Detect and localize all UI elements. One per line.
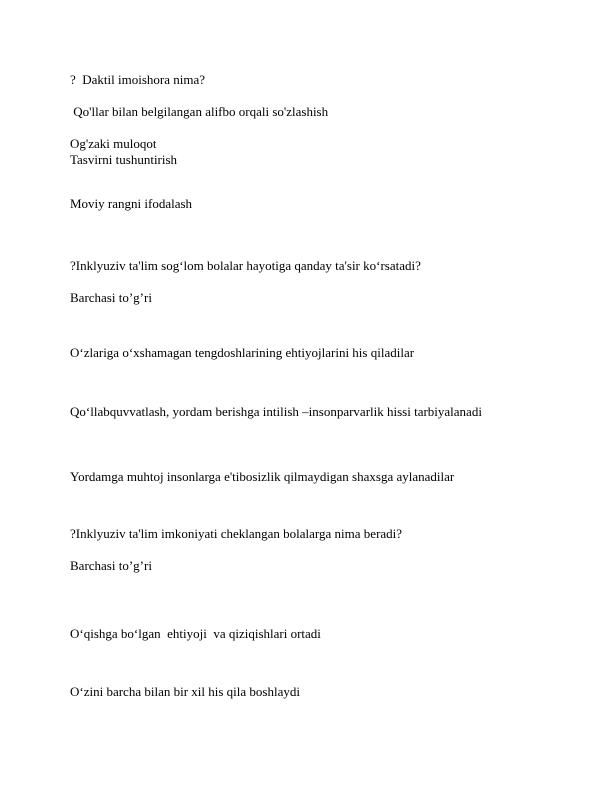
question-1: ? Daktil imoishora nima? xyxy=(70,72,206,87)
answer-1-d: Moviy rangni ifodalash xyxy=(70,196,193,211)
answer-3-a: Barchasi to’g’ri xyxy=(70,558,152,573)
answer-1-c: Tasvirni tushuntirish xyxy=(70,152,178,167)
answer-2-c: Qo‘llabquvvatlash, yordam berishga intilish –insonparvarlik hissi tarbiyalanadi xyxy=(70,404,482,419)
question-3: ?Inklyuziv ta'lim imkoniyati cheklangan bolalarga nima beradi? xyxy=(70,526,403,541)
answer-1-b: Og'zaki muloqot xyxy=(70,136,157,151)
answer-2-b: O‘zlariga o‘xshamagan tengdoshlarining ehtiyojlarini his qiladilar xyxy=(70,345,415,360)
answer-3-b: O‘qishga bo‘lgan ehtiyoji va qiziqishlari ortadi xyxy=(70,626,321,641)
answer-2-d: Yordamga muhtoj insonlarga e'tibosizlik qilmaydigan shaxsga aylanadilar xyxy=(70,469,455,484)
answer-3-c: O‘zini barcha bilan bir xil his qila boshlaydi xyxy=(70,684,300,699)
answer-1-a: Qo'llar bilan belgilangan alifbo orqali so'zlashish xyxy=(70,104,329,119)
question-2: ?Inklyuziv ta'lim sog‘lom bolalar hayotiga qanday ta'sir ko‘rsatadi? xyxy=(70,258,421,273)
answer-2-a: Barchasi to’g’ri xyxy=(70,290,152,305)
